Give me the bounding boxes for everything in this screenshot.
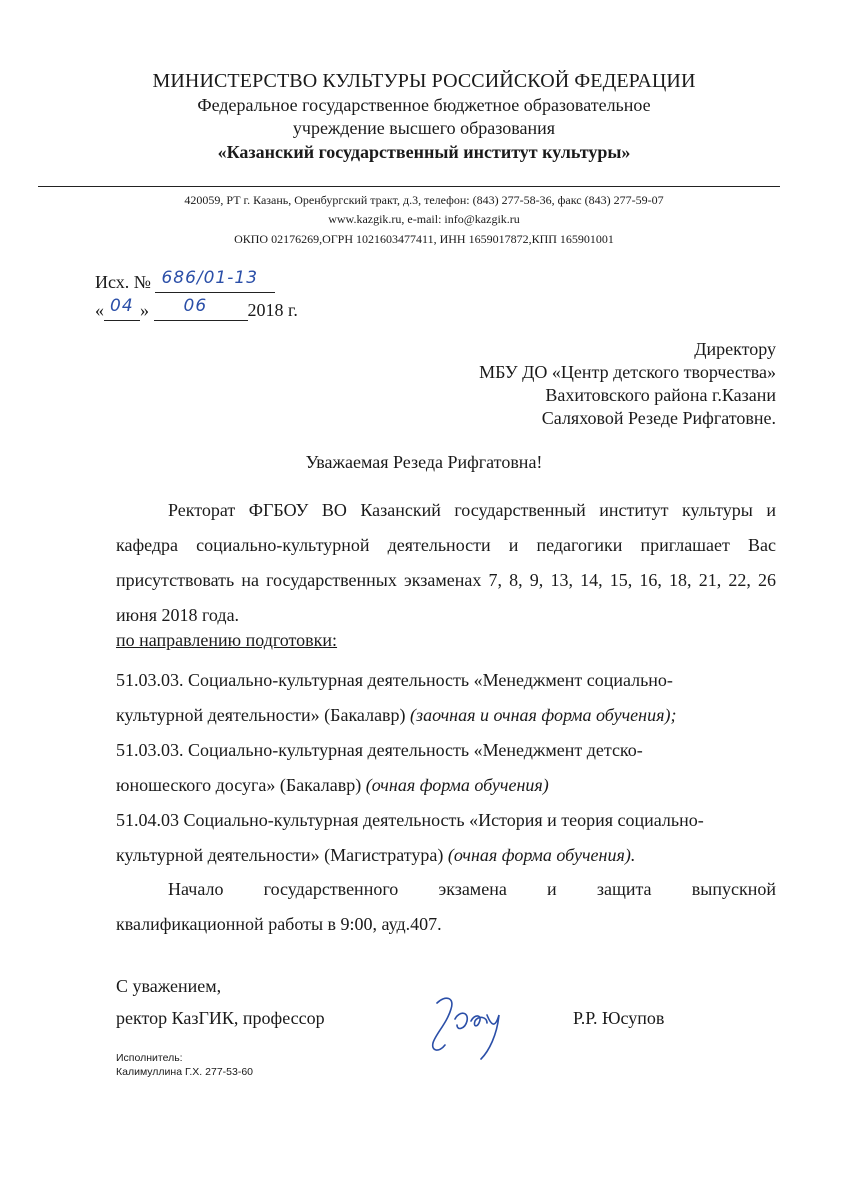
date-month-value: 06 — [183, 296, 208, 316]
outgoing-number-value: 686/01-13 — [161, 268, 259, 288]
program-degree: юношеского досуга» (Бакалавр) — [116, 775, 366, 795]
exam-start-line-1: Начало государственного экзамена и защита выпускной — [168, 879, 776, 899]
addressee-line-1: Директору — [694, 339, 776, 359]
closing-regards: С уважением, — [116, 976, 222, 996]
program-study-form: (заочная и очная форма обучения); — [410, 705, 677, 725]
signer-role: ректор КазГИК, профессор — [116, 1008, 325, 1028]
contact-address: 420059, РТ г. Казань, Оренбургский тракт, д.3, телефон: (843) 277-58-36, факс (843) 277-59-07 — [184, 193, 664, 207]
addressee-block — [479, 338, 776, 430]
executor-label: Исполнитель: — [116, 1052, 183, 1064]
outgoing-date — [95, 296, 298, 321]
program-item — [116, 663, 776, 733]
program-study-form: (очная форма обучения). — [447, 845, 636, 865]
contact-web: www.kazgik.ru, e-mail: info@kazgik.ru — [328, 212, 520, 226]
exam-start-paragraph — [116, 872, 776, 942]
programs-list — [116, 663, 776, 873]
org-line-1: Федеральное государственное бюджетное образовательное — [197, 95, 651, 115]
addressee-line-3: Вахитовского района г.Казани — [545, 385, 776, 405]
outgoing-number-field — [155, 268, 275, 293]
outgoing-number — [95, 268, 275, 293]
institute-name: «Казанский государственный институт культуры» — [217, 142, 631, 162]
program-degree: культурной деятельности» (Магистратура) — [116, 845, 448, 865]
header-divider — [38, 186, 780, 187]
date-quote-open: « — [95, 300, 104, 320]
program-degree: культурной деятельности» (Бакалавр) — [116, 705, 411, 725]
addressee-line-4: Саляховой Резеде Рифгатовне. — [541, 408, 776, 428]
ministry-title: МИНИСТЕРСТВО КУЛЬТУРЫ РОССИЙСКОЙ ФЕДЕРАЦИИ — [152, 70, 696, 92]
date-day-field — [104, 296, 140, 321]
contact-codes: ОКПО 02176269,ОГРН 1021603477411, ИНН 1659017872,КПП 165901001 — [234, 232, 614, 246]
program-title: 51.03.03. Социально-культурная деятельность «Менеджмент детско- — [116, 740, 643, 760]
direction-label: по направлению подготовки: — [116, 630, 338, 650]
date-month-field — [154, 296, 248, 321]
program-study-form: (очная форма обучения) — [365, 775, 549, 795]
invitation-paragraph: Ректорат ФГБОУ ВО Казанский государственный институт культуры и кафедра социально-культурной деятельности и педагогики приглашает Вас присутствовать на государственных экзаменах 7, 8, 9, 13, 14, 15, 16, 18, 21, 22, 26 июня 2018 года. — [116, 500, 776, 625]
date-day-value: 04 — [110, 296, 134, 316]
signer-name: Р.Р. Юсупов — [573, 1008, 665, 1028]
program-title: 51.03.03. Социально-культурная деятельность «Менеджмент социально- — [116, 670, 673, 690]
program-item — [116, 733, 776, 803]
date-quote-close: » — [140, 300, 149, 320]
exam-start-line-2: квалификационной работы в 9:00, ауд.407. — [116, 914, 442, 934]
org-line-2: учреждение высшего образования — [292, 118, 556, 138]
program-item — [116, 803, 776, 873]
program-title: 51.04.03 Социально-культурная деятельность «История и теория социально- — [116, 810, 704, 830]
handwritten-signature — [415, 985, 510, 1065]
addressee-line-2: МБУ ДО «Центр детского творчества» — [479, 362, 776, 382]
executor-name: Калимуллина Г.Х. 277-53-60 — [116, 1066, 254, 1078]
date-year: 2018 г. — [247, 300, 298, 320]
greeting: Уважаемая Резеда Рифгатовна! — [305, 452, 543, 472]
outgoing-label: Исх. № — [95, 272, 151, 292]
